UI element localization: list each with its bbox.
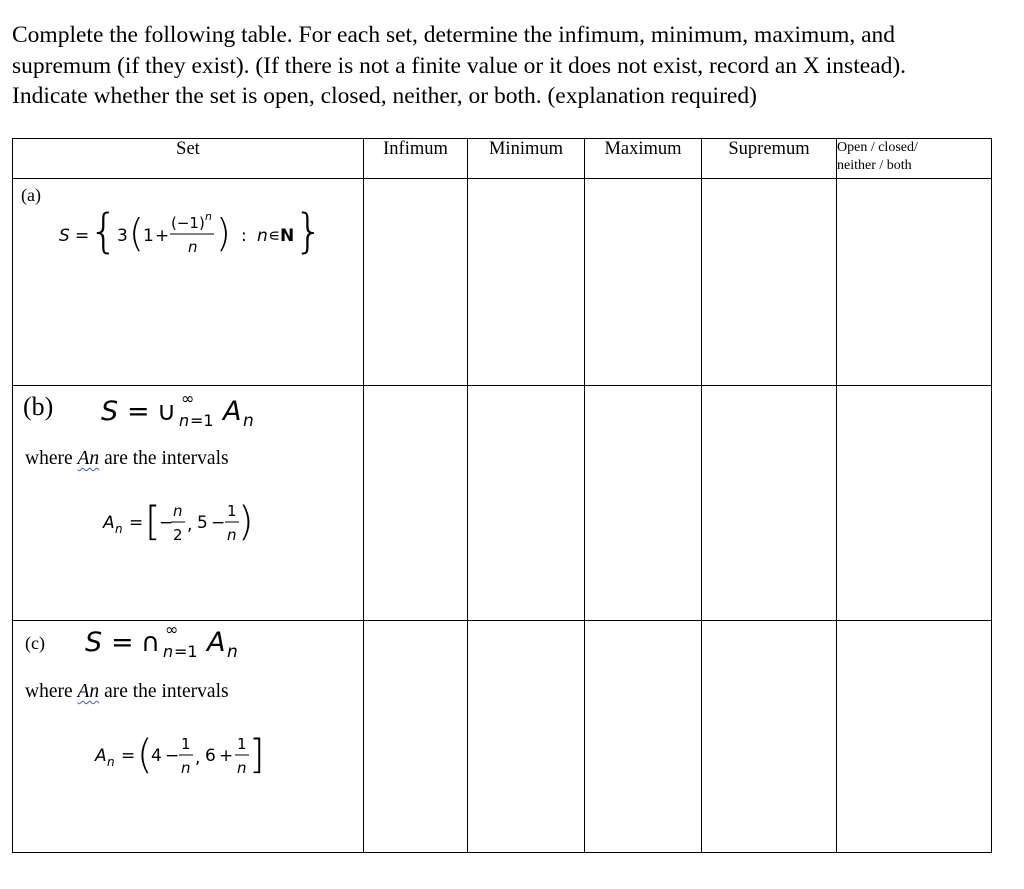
svg-text:n: n <box>227 526 237 544</box>
svg-text:∞: ∞ <box>181 389 195 408</box>
title-b <box>101 388 301 432</box>
svg-text:(: ( <box>137 732 153 778</box>
svg-text:−: − <box>211 513 226 533</box>
svg-text:,: , <box>195 748 201 768</box>
header-row <box>13 139 992 179</box>
header-set: Set <box>13 139 364 179</box>
svg-text:n: n <box>179 411 190 430</box>
svg-text:3: 3 <box>117 226 128 246</box>
svg-text:=: = <box>121 746 136 766</box>
svg-text:]: ] <box>249 732 265 778</box>
infimum-answer-a[interactable] <box>364 179 468 386</box>
header-open-closed-line2: neither / both <box>837 158 912 173</box>
header-infimum: Infimum <box>364 139 468 179</box>
instructions-line-2: supremum (if they exist). (If there is not a finite value or it does not exist, record an X instead). <box>12 52 907 79</box>
svg-text:1: 1 <box>237 735 247 753</box>
svg-text:n: n <box>188 238 198 256</box>
open-closed-answer-b[interactable] <box>837 386 992 621</box>
where-prefix-b: where <box>25 448 78 469</box>
svg-text:}: } <box>294 204 324 258</box>
svg-text:−: − <box>159 513 174 533</box>
row-label-b: (b) <box>23 392 54 421</box>
svg-text:1: 1 <box>181 735 191 753</box>
svg-text:=: = <box>129 513 144 533</box>
svg-text:[: [ <box>145 499 161 545</box>
supremum-answer-a[interactable] <box>702 179 837 386</box>
svg-text:n: n <box>115 522 123 536</box>
instructions <box>12 20 1012 112</box>
svg-text:n: n <box>227 642 238 662</box>
svg-text:∪: ∪ <box>157 397 177 427</box>
where-var-c: An <box>77 681 100 702</box>
svg-text:A: A <box>207 627 226 658</box>
maximum-answer-a[interactable] <box>585 179 702 386</box>
instructions-line-3: Indicate whether the set is open, closed, neither, or both. (explanation required) <box>12 83 757 109</box>
where-text-b <box>25 448 229 470</box>
svg-text:n: n <box>257 226 268 246</box>
svg-text:,: , <box>187 515 193 535</box>
table-row <box>13 621 992 853</box>
svg-text:=: = <box>75 226 90 246</box>
svg-text:5: 5 <box>197 513 208 533</box>
maximum-answer-b[interactable] <box>585 386 702 621</box>
maximum-answer-c[interactable] <box>585 621 702 853</box>
interval-b <box>101 494 331 554</box>
svg-text:A: A <box>103 513 115 533</box>
where-var-b: An <box>77 448 100 469</box>
svg-text:n: n <box>163 642 174 661</box>
set-cell-a <box>13 179 364 386</box>
svg-text:∊: ∊ <box>268 226 281 246</box>
svg-text:+: + <box>155 226 170 246</box>
set-cell-b <box>13 386 364 621</box>
row-label-a: (a) <box>21 185 41 205</box>
svg-text:{: { <box>89 204 119 258</box>
table-row <box>13 386 992 621</box>
svg-text:(: ( <box>129 211 144 255</box>
formula-a <box>53 203 353 263</box>
svg-text:=1: =1 <box>190 411 214 430</box>
minimum-answer-c[interactable] <box>468 621 585 853</box>
svg-text:n: n <box>107 755 115 769</box>
minimum-answer-b[interactable] <box>468 386 585 621</box>
header-supremum: Supremum <box>702 139 837 179</box>
instructions-line-1: Complete the following table. For each set, determine the infimum, minimum, maximum, and <box>12 22 896 48</box>
svg-text:4: 4 <box>151 746 162 766</box>
svg-text:∞: ∞ <box>165 620 179 639</box>
svg-text:6: 6 <box>205 746 216 766</box>
svg-text:S: S <box>101 396 119 427</box>
where-suffix-b: are the intervals <box>99 448 229 469</box>
where-text-c <box>25 681 229 703</box>
answer-table <box>12 138 992 853</box>
open-closed-answer-c[interactable] <box>837 621 992 853</box>
header-minimum: Minimum <box>468 139 585 179</box>
infimum-answer-c[interactable] <box>364 621 468 853</box>
svg-text:n: n <box>205 210 212 223</box>
svg-text:=: = <box>111 627 134 658</box>
infimum-answer-b[interactable] <box>364 386 468 621</box>
svg-text:N: N <box>280 226 295 246</box>
svg-text:n: n <box>237 759 247 777</box>
title-c <box>85 621 285 665</box>
svg-text:=1: =1 <box>174 642 198 661</box>
minimum-answer-a[interactable] <box>468 179 585 386</box>
svg-text:1: 1 <box>143 226 154 246</box>
svg-text:n: n <box>243 411 254 431</box>
svg-text:(−1): (−1) <box>171 214 205 232</box>
header-open-closed-line1: Open / closed/ <box>837 140 918 155</box>
svg-text:A: A <box>95 746 107 766</box>
svg-text:2: 2 <box>173 526 183 544</box>
svg-text:S: S <box>59 226 70 246</box>
interval-c <box>93 727 323 787</box>
svg-text:): ) <box>216 211 231 255</box>
svg-text:−: − <box>165 746 180 766</box>
svg-text:+: + <box>219 746 234 766</box>
header-open-closed <box>837 139 992 179</box>
svg-text:A: A <box>223 396 242 427</box>
svg-text::: : <box>241 226 247 246</box>
svg-text:): ) <box>238 499 254 545</box>
supremum-answer-c[interactable] <box>702 621 837 853</box>
svg-text:S: S <box>85 627 103 658</box>
supremum-answer-b[interactable] <box>702 386 837 621</box>
set-cell-c <box>13 621 364 853</box>
table-row <box>13 179 992 386</box>
header-maximum: Maximum <box>585 139 702 179</box>
svg-text:n: n <box>173 502 183 520</box>
open-closed-answer-a[interactable] <box>837 179 992 386</box>
where-prefix-c: where <box>25 681 78 702</box>
svg-text:=: = <box>127 396 150 427</box>
svg-text:1: 1 <box>227 502 237 520</box>
svg-text:n: n <box>181 759 191 777</box>
svg-text:∩: ∩ <box>141 628 161 658</box>
row-label-c: (c) <box>25 633 45 653</box>
where-suffix-c: are the intervals <box>99 681 229 702</box>
